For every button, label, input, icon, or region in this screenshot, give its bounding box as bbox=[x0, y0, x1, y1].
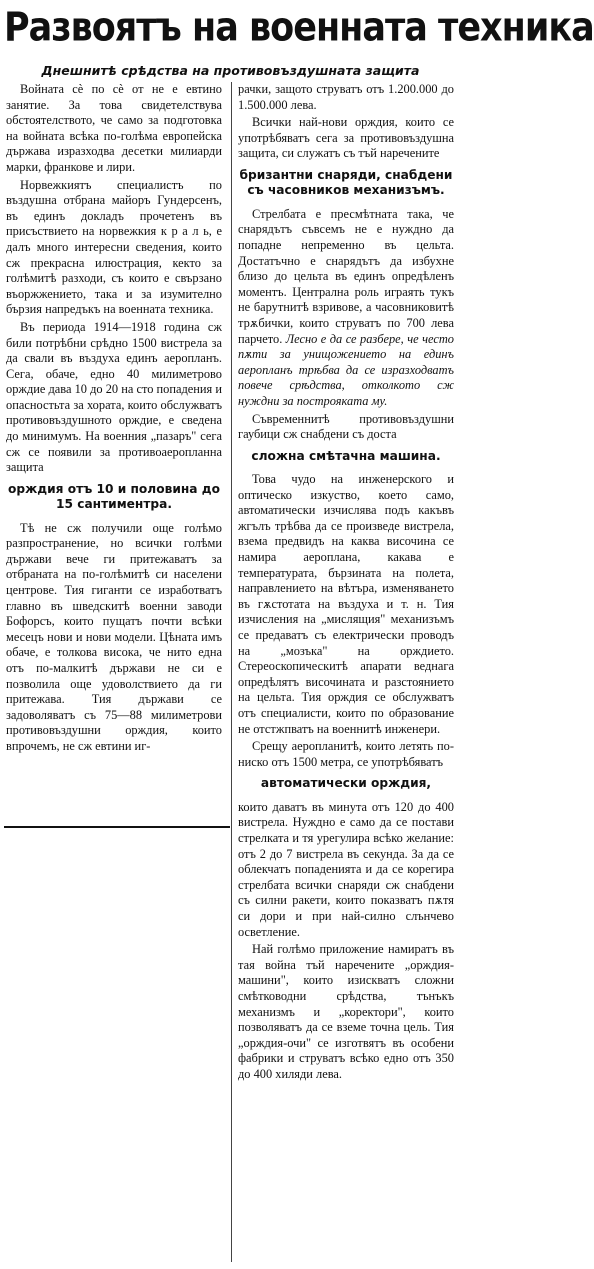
paragraph: Тѣ не сж получили още голѣмо разпространение, но всички голѣми държави вече ги притежаватъ за отбраната на по-голѣмитѣ си населени центрове. Тия гиганти се изработватъ главно въ шведскитѣ военни заводи Бофорсъ, които пущатъ почти всѣки месецъ нови и нови модели. Цѣната имъ обаче, е толкова висока, че нито една отъ по-малкитѣ държави не си е позволила още удоволствието да ги притежава. Тия държави се задоволяватъ съ 75—88 милиметрови противовъздушни орждия, които впрочемъ, не сж евтини иг- bbox=[6, 520, 222, 753]
paragraph: Съвременнитѣ противовъздушни гаубици сж снабдени съ доста bbox=[238, 411, 454, 442]
section-subhead: бризантни снаряди, снабдени съ часовников механизъмъ. bbox=[239, 167, 453, 198]
paragraph: Това чудо на инженерского и оптическо изкуство, което само, автоматически изчислява подъ какъвъ жгълъ трѣбва да се произведе вистрела, взема предвидъ на каква височина се намира аеропланa, какава е температурата, бързината на полета, направлението на вѣтъра, изменяването въ гѫстотата на въздуха и т. н. Тия изчисления на „мислящия" механизъмъ се предаватъ съ електрически проводъ на „мозъка" на орждието. Стереоскопическитѣ апарати веднага опредѣлятъ височината и разстоянието на цельта. Тия орждия се обслужватъ отъ специалисти, които по образование не отстжпватъ на военнитѣ инженери. bbox=[238, 472, 454, 736]
subheadline: Днешнитѣ срѣдства на противовъздушната защита bbox=[41, 63, 420, 78]
paragraph: Най голѣмо приложение намиратъ въ тая война тъй наречените „орждия-машини", които изискватъ сложни смѣтководни срѣдства, тънъкъ механизмъ и „коректори", които позволяватъ да се вземе точна цель. Тия „орждия-очи" се изготвятъ въ особени фабрики и струватъ всѣко едно отъ 350 до 400 хиляди лева. bbox=[238, 942, 454, 1081]
paragraph: рачки, защото струватъ отъ 1.200.000 до 1.500.000 лева. bbox=[238, 82, 454, 112]
right-column bbox=[238, 82, 454, 1268]
section-subhead: автоматически орждия, bbox=[260, 776, 432, 791]
section-subhead: сложна смѣтачна машина. bbox=[251, 448, 441, 463]
headline: Развоятъ на военната техника bbox=[4, 5, 594, 52]
paragraph: Норвежкиятъ специалистъ по въздушна отбрана майоръ Гундерсенъ, въ единъ докладъ прочетенъ въ присъствието на норвежкия к р а л ь, е далъ много интересни сведения, които сж прекрасна илюстрация, кекто за голѣмитѣ разходи, съ които е свързано въоржжението, така и за изумително бързия напредъкъ на военната техника. bbox=[6, 177, 222, 317]
column-end-rule bbox=[4, 826, 230, 828]
italic-text: Лесно е да се разбере, че често пѫти за унищожението на единъ аеропланъ трѣбва да се изразходватъ повече срѣдства, отколкото сж нуждни за построяката му. bbox=[238, 331, 454, 408]
section-subhead: орждия отъ 10 и половина до 15 сантиментра. bbox=[8, 481, 220, 512]
paragraph-text: Стрелбата е пресмѣтната така, че снарядътъ съвсемъ не е нуждно да попадне непременно въ цельта. Достатъчно е снарядътъ да избухне близо до цельта въ единъ опредѣленъ моментъ. Централна роль играять тукъ не барутнитѣ взривове, а часовниковитѣ трѫбички, които струватъ по 700 лева парчето. bbox=[238, 206, 454, 346]
paragraph: Войната сѐ по сѐ от не е евтино занятие. За това свидетелствува обстоятелството, че само за подготовка на войната всѣка по-голѣма европейска държава изразходва десетки милиарди марки, франкове и лири. bbox=[6, 82, 222, 174]
paragraph: Въ периода 1914—1918 година сж били потрѣбни срѣдно 1500 вистрела за да свали въ въздуха единъ аеропланъ. Сега, обаче, едно 40 милиметрово орждие дава 10 до 20 на сто попадения и опасностьта за хората, които обслужватъ противовъздушното орждие, е сведена до минимумъ. На военния „пазаръ" сега сж се появили за противоаеропланна защита bbox=[6, 319, 222, 475]
paragraph: Всички най-нови орждия, които се употрѣбяватъ сега за противовъздушна защита, си служатъ съ тъй наречените bbox=[238, 115, 454, 161]
paragraph: които даватъ въ минута отъ 120 до 400 вистрела. Нуждно е само да се постави стрелката и тя урегулира всѣко желание: отъ 2 до 7 вистрела въ секунда. За да се облекчатъ попаденията и да се корегира стрелбата всички снаряди сж снабдени съ силни ракети, които показватъ пѫтя си дори и при най-силно слънчево осветление. bbox=[238, 799, 454, 939]
paragraph bbox=[238, 207, 454, 410]
column-divider bbox=[231, 82, 232, 1262]
paragraph: Срещу аеропланитѣ, които летять по-ниско отъ 1500 метра, се употрѣбяватъ bbox=[238, 739, 454, 769]
left-column bbox=[6, 82, 222, 822]
